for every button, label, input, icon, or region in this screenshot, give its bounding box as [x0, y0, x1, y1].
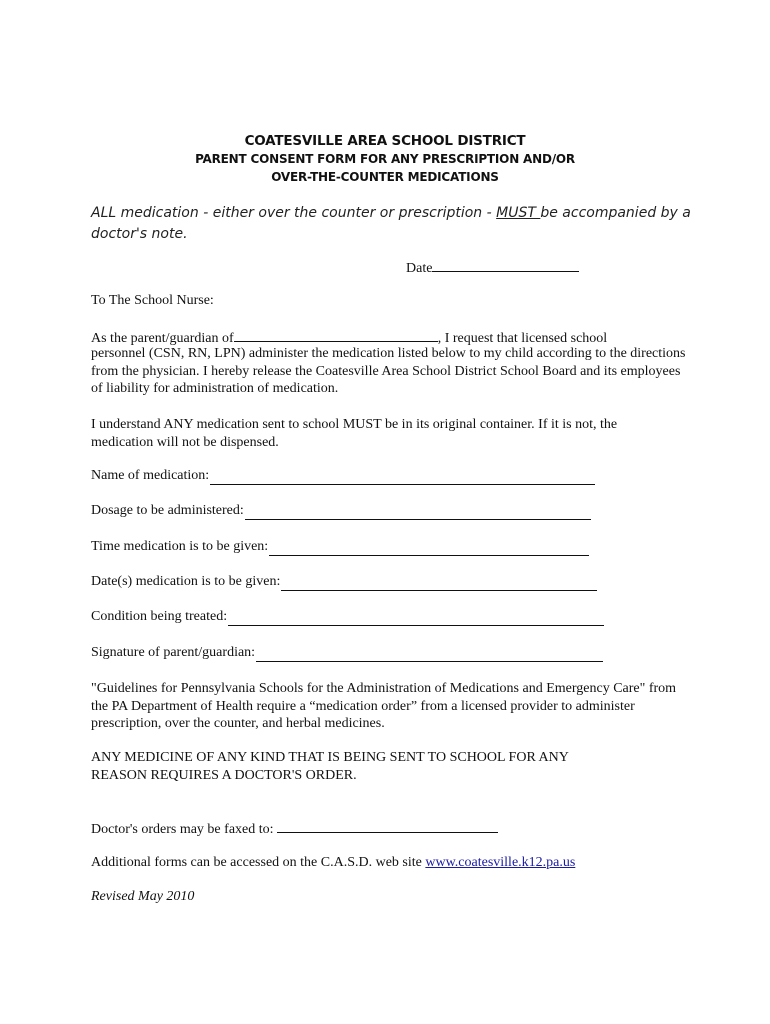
field-label: Dosage to be administered: [91, 503, 244, 518]
container-note: I understand ANY medication sent to school MUST be in its original container. If it is not, the medication will not be dispensed. [91, 417, 618, 450]
field-blank-line[interactable] [269, 541, 589, 556]
doctor-order-warning: ANY MEDICINE OF ANY KIND THAT IS BEING SENT TO SCHOOL FOR ANY REASON REQUIRES A DOCTOR'S ORDER. [91, 750, 569, 783]
date-field [406, 257, 579, 278]
field-label: Name of medication: [91, 468, 210, 483]
child-name-blank-line[interactable] [234, 327, 438, 342]
form-title-line-2: OVER-THE-COUNTER MEDICATIONS [271, 170, 499, 184]
fax-number-blank-line[interactable] [277, 818, 498, 833]
note-part-1: ALL medication - either over the counter or prescription - [91, 205, 497, 221]
field-condition-treated [91, 608, 604, 626]
consent-paragraph: personnel (CSN, RN, LPN) administer the medication listed below to my child according to the directions from the physician. I hereby release the Coatesville Area School District School Board and its employees of liability for administration of medication. [91, 346, 686, 396]
doctor-note-requirement [91, 203, 691, 245]
field-label: Condition being treated: [91, 609, 228, 624]
district-website-link[interactable]: www.coatesville.k12.pa.us [425, 855, 576, 870]
field-blank-line[interactable] [210, 470, 595, 485]
field-blank-line[interactable] [228, 611, 604, 626]
date-label: Date [406, 261, 433, 276]
field-blank-line[interactable] [256, 647, 603, 662]
note-part-2: be accompanied by a doctor's note. [91, 205, 691, 242]
date-blank-line[interactable] [432, 257, 579, 272]
note-must: MUST [496, 205, 541, 221]
salutation: To The School Nurse: [91, 293, 214, 308]
fax-label: Doctor's orders may be faxed to: [91, 822, 274, 837]
field-time-given [91, 538, 589, 556]
field-label: Date(s) medication is to be given: [91, 574, 281, 589]
additional-forms-text: Additional forms can be accessed on the C.A.S.D. web site [91, 855, 426, 870]
form-title-line-1: PARENT CONSENT FORM FOR ANY PRESCRIPTION AND/OR [195, 152, 575, 166]
field-blank-line[interactable] [281, 576, 597, 591]
consent-start: As the parent/guardian of [91, 331, 234, 346]
field-label: Signature of parent/guardian: [91, 645, 256, 660]
field-dates-given [91, 573, 597, 591]
field-label: Time medication is to be given: [91, 539, 269, 554]
field-dosage [91, 502, 591, 520]
guidelines-paragraph: "Guidelines for Pennsylvania Schools for the Administration of Medications and Emergency Care" from the PA Department of Health require a “medication order” from a licensed provider to administer prescription, over the counter, and herbal medicines. [91, 681, 677, 731]
revision-date: Revised May 2010 [91, 889, 195, 904]
field-name-of-medication [91, 467, 595, 485]
field-blank-line[interactable] [245, 505, 591, 520]
additional-forms-line [91, 854, 575, 872]
field-parent-signature [91, 644, 603, 662]
district-heading: COATESVILLE AREA SCHOOL DISTRICT [244, 133, 526, 149]
fax-line [91, 818, 498, 839]
consent-line-1-rest: , I request that licensed school [437, 331, 608, 346]
